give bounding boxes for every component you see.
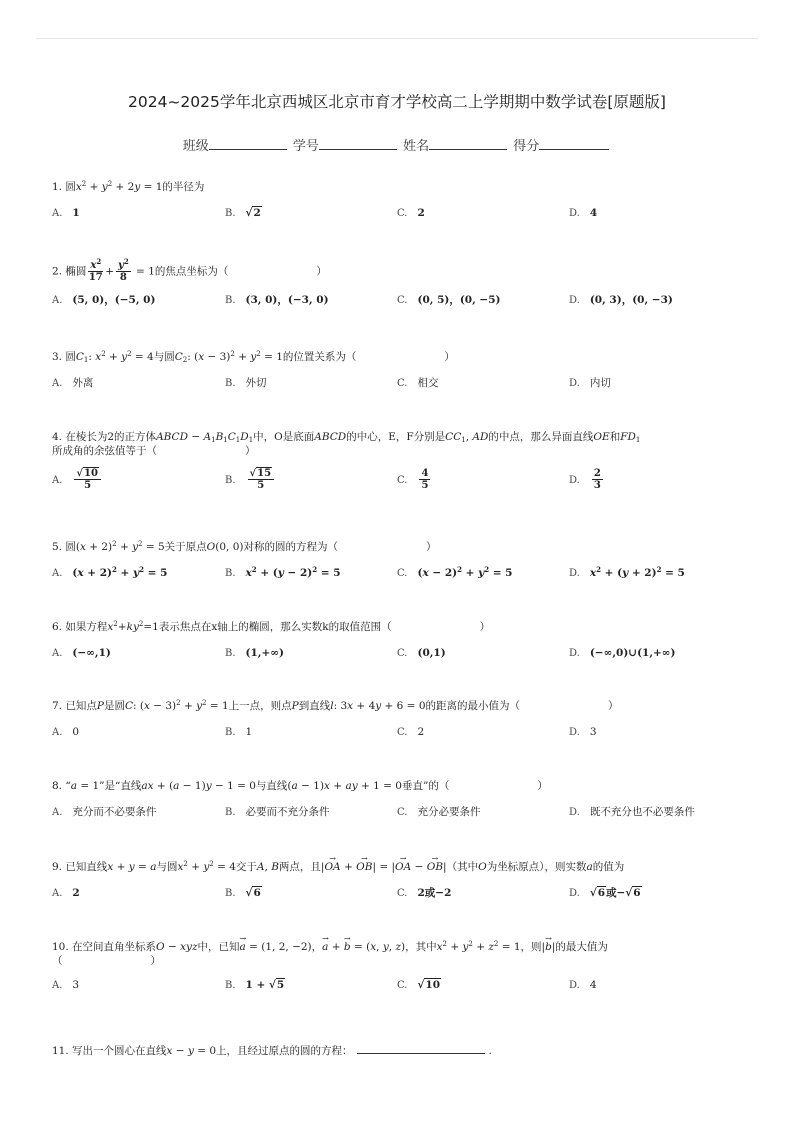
question-4 xyxy=(52,430,742,491)
option-a[interactable]: A. 1 xyxy=(52,207,80,219)
question-1 xyxy=(52,180,742,224)
question-6 xyxy=(52,620,742,664)
question-stem: 2. 椭圆 $\frac{x^2}{17}$ + $\frac{y^2}{8}$ = 1的焦点坐标为（ ） xyxy=(52,257,327,283)
student-id-field[interactable] xyxy=(319,137,397,150)
question-stem: 6. 如果方程$x^2+ky^2=1$表示焦点在x轴上的椭圆，那么实数k的取值范围（ ） xyxy=(52,620,491,633)
question-2 xyxy=(52,257,742,311)
question-stem: 4. 在棱长为2的正方体ABCD − $A_1B_1C_1D_1$中，O是底面ABCD的中心，E，F分别是$CC_1$, AD的中点，那么异面直线OE和$FD_1$ 所成角的余弦值等于（ ） xyxy=(52,431,641,457)
option-d[interactable]: D. 3 xyxy=(569,726,597,738)
score-label: 得分 xyxy=(513,139,540,154)
score-field[interactable] xyxy=(539,137,609,150)
option-a[interactable]: A. 0 xyxy=(52,726,80,738)
option-c[interactable]: C. (0,1) xyxy=(397,647,446,659)
option-c[interactable]: C. √10 xyxy=(397,979,441,991)
option-a[interactable]: A. $(x + 2)^2 + y^2 = 5$ xyxy=(52,565,168,579)
option-b[interactable]: B. 外切 xyxy=(225,377,267,389)
page-title: 2024~2025学年北京西城区北京市育才学校高二上学期期中数学试卷[原题版] xyxy=(128,93,666,111)
option-c[interactable]: C. $(x - 2)^2 + y^2 = 5$ xyxy=(397,565,513,579)
question-stem: 10. 在空间直角坐标系O − xyz中，已知→ a = (1, 2, −2)，→ a + → b = (x, y, z)，其中$x^2 + y^2 + z^2 = 1$，则|→ b|的最大值为 （ ） xyxy=(52,940,742,968)
option-b[interactable]: B. 必要而不充分条件 xyxy=(225,806,330,818)
option-c[interactable]: C. $\frac{4}{5}$ xyxy=(397,468,429,491)
option-d[interactable]: D. 既不充分也不必要条件 xyxy=(569,806,695,818)
option-a[interactable]: A. 充分而不必要条件 xyxy=(52,806,157,818)
question-stem: 3. 圆$C_1$: $x^2 + y^2 = 4$与圆$C_2$: $(x - 3)^2 + y^2 = 1$的位置关系为（ ） xyxy=(52,350,455,364)
answer-blank[interactable] xyxy=(357,1042,485,1054)
option-a[interactable]: A. 外离 xyxy=(52,377,94,389)
option-c[interactable]: C. 相交 xyxy=(397,377,439,389)
question-stem: 8. “a = 1”是“直线ax + (a − 1)y − 1 = 0与直线(a − 1)x + ay + 1 = 0垂直”的（ ） xyxy=(52,780,548,792)
student-id-label: 学号 xyxy=(292,139,319,154)
option-d[interactable]: D. √6或−√6 xyxy=(569,887,641,899)
option-b[interactable]: B. $x^2 + (y - 2)^2 = 5$ xyxy=(225,565,341,579)
option-d[interactable]: D. $x^2 + (y + 2)^2 = 5$ xyxy=(569,565,685,579)
option-d[interactable]: D. (0, 3)，(0, −3) xyxy=(569,294,673,306)
option-b[interactable]: B. $\frac{√15}{5}$ xyxy=(225,468,276,491)
class-label: 班级 xyxy=(182,139,209,154)
option-d[interactable]: D. 内切 xyxy=(569,377,611,389)
student-info-line xyxy=(0,135,794,154)
question-7 xyxy=(52,699,742,743)
question-5 xyxy=(52,540,742,584)
question-3 xyxy=(52,350,742,394)
option-b[interactable]: B. (3, 0)，(−3, 0) xyxy=(225,294,329,306)
question-stem: 11. 写出一个圆心在直线x − y = 0上，且经过原点的圆的方程： . xyxy=(52,1042,742,1058)
option-c[interactable]: C. (0, 5)，(0, −5) xyxy=(397,294,501,306)
header-rule xyxy=(36,38,758,39)
option-a[interactable]: A. (−∞,1) xyxy=(52,647,111,659)
question-10 xyxy=(52,940,742,996)
option-d[interactable]: D. 4 xyxy=(569,979,597,991)
option-b[interactable]: B. √6 xyxy=(225,887,261,899)
option-c[interactable]: C. 2 xyxy=(397,726,425,738)
question-8 xyxy=(52,779,742,823)
option-d[interactable]: D. 4 xyxy=(569,207,598,219)
option-b[interactable]: B. (1,+∞) xyxy=(225,647,284,659)
option-a[interactable]: A. 2 xyxy=(52,887,80,899)
question-stem: 5. 圆$(x + 2)^2 + y^2 = 5$关于原点O(0, 0)对称的圆的方程为（ ） xyxy=(52,540,437,553)
option-a[interactable]: A. (5, 0)，(−5, 0) xyxy=(52,294,156,306)
name-label: 姓名 xyxy=(403,139,430,154)
option-b[interactable]: B. √2 xyxy=(225,207,261,219)
question-9 xyxy=(52,860,742,904)
question-stem: 9. 已知直线x + y = a与圆$x^2 + y^2 = 4$交于A, B两点，且|→ OA + → OB| = |→ OA − → OB|（其中O为坐标原点），则实数a的值为 xyxy=(52,860,742,874)
option-d[interactable]: D. (−∞,0)∪(1,+∞) xyxy=(569,647,676,659)
question-11 xyxy=(52,1042,742,1058)
name-field[interactable] xyxy=(429,137,507,150)
option-d[interactable]: D. $\frac{2}{3}$ xyxy=(569,468,601,491)
option-b[interactable]: B. 1 + √5 xyxy=(225,979,285,991)
option-c[interactable]: C. 充分必要条件 xyxy=(397,806,481,818)
question-stem: 7. 已知点P是圆C: $(x - 3)^2 + y^2 = 1$上一点，则点P到直线l: 3x + 4y + 6 = 0的距离的最小值为（ ） xyxy=(52,699,619,712)
option-c[interactable]: C. 2或−2 xyxy=(397,887,452,899)
question-stem: 1. 圆$x^2 + y^2 + 2y = 1$的半径为 xyxy=(52,180,205,193)
option-a[interactable]: A. 3 xyxy=(52,979,80,991)
option-a[interactable]: A. $\frac{√10}{5}$ xyxy=(52,468,103,491)
class-field[interactable] xyxy=(209,137,287,150)
option-b[interactable]: B. 1 xyxy=(225,726,253,738)
option-c[interactable]: C. 2 xyxy=(397,207,425,219)
